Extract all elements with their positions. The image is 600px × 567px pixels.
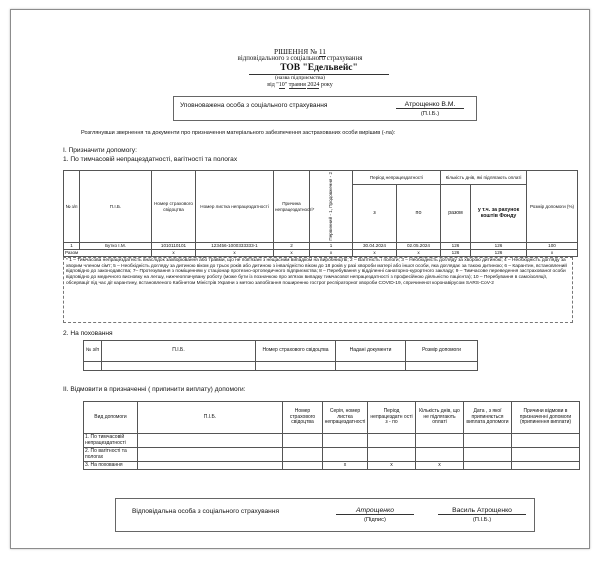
- header-primary: Первинний - 1, Продовження - 2: [310, 171, 353, 243]
- total-fund: 126: [471, 250, 527, 257]
- header-fund: у т.ч. за рахунок коштів Фонду: [471, 185, 527, 243]
- date-day: 10: [278, 82, 285, 88]
- section-temporary-title: 1. По тимчасовій непрацездатності, вагітності та пологах: [63, 156, 238, 163]
- date-month: травня: [288, 82, 306, 88]
- authorized-caption: (П.І.Б.): [420, 111, 440, 117]
- signature-box: [115, 498, 535, 532]
- refusal-header-series: Серія, номер листка непрацездатності: [323, 402, 368, 434]
- refusal-type-temporary: 1. По тимчасовій непрацездатності: [84, 434, 138, 448]
- refusal-header-pib: П.І.Б.: [138, 402, 283, 434]
- funeral-header-docs: Надані документи: [336, 341, 406, 362]
- header-insurance: Номер страхового свідоцтва: [152, 171, 196, 243]
- signature-sign-caption: (Підпис): [364, 517, 386, 523]
- signature-label: Відповідальна особа з соціального страхування: [132, 508, 280, 515]
- header-reason: Причина непрацездатності*: [274, 171, 310, 243]
- funeral-header-pib: П.І.Б.: [102, 341, 256, 362]
- header-total: разом: [441, 185, 471, 243]
- authorized-label: Уповноважена особа з соціального страхування: [180, 102, 328, 109]
- header-pib: П.І.Б.: [80, 171, 152, 243]
- row-sheet: 123456-1000333333-1: [196, 243, 274, 250]
- table-row: [64, 243, 578, 250]
- authorized-name: Атрощенко В.М.: [396, 101, 464, 109]
- section-funeral-title: 2. На поховання: [63, 330, 113, 337]
- signature-sign: Атрощенко: [336, 507, 414, 515]
- header-period: Період непрацездатності: [353, 171, 441, 185]
- header-to: по: [397, 185, 441, 243]
- header-sheet: Номер листка непрацездатності: [196, 171, 274, 243]
- header-percent: Розмір допомоги (%): [527, 171, 578, 243]
- refusal-header-type: Вид допомоги: [84, 402, 138, 434]
- header-from: з: [353, 185, 397, 243]
- decision-subtitle: відповідального з соціального страхування: [237, 55, 363, 62]
- authorized-person-box: [173, 96, 477, 121]
- refusal-type-pregnancy: 2. По вагітності та пологах: [84, 448, 138, 462]
- benefits-table: [63, 170, 578, 257]
- decision-date: від "10" травня 2024 року: [267, 82, 333, 88]
- row-pib: Бутко І.М.: [80, 243, 152, 250]
- table-row: [84, 448, 580, 462]
- document-page: [10, 9, 590, 549]
- date-year: 2024: [307, 82, 320, 88]
- signature-name-caption: (П.І.Б.): [472, 517, 492, 523]
- refusal-header-insurance: Номер страхового свідоцтва: [283, 402, 323, 434]
- row-insurance: 1010110101: [152, 243, 196, 250]
- signature-name: Василь Атрощенко: [438, 507, 526, 515]
- refusal-header-period: Період непрацездатн ості з - по: [368, 402, 416, 434]
- table-row: [84, 434, 580, 448]
- total-days: 126: [441, 250, 471, 257]
- organization-caption: (назва підприємства): [275, 75, 325, 81]
- decision-title-prefix: РІШЕННЯ №: [273, 47, 318, 56]
- row-fund: 126: [471, 243, 527, 250]
- table-row: [84, 362, 478, 371]
- header-days: Кількість днів, які підлягають оплаті: [441, 171, 527, 185]
- refusal-header-days: Кількість днів, що не підлягають оплаті: [416, 402, 464, 434]
- section-refuse-title: ІІ. Відмовити в призначенні ( припинити виплату) допомоги:: [63, 386, 246, 393]
- refusal-header-reason: Причини відмови в призначенні допомоги (припинення виплати): [512, 402, 580, 434]
- decision-number: 11: [318, 47, 327, 56]
- funeral-header-num: № з/п: [84, 341, 102, 362]
- refusal-type-funeral: 3. На поховання: [84, 462, 138, 470]
- table-row: 3. На поховання х х х: [84, 462, 580, 470]
- refusal-header-date: Дата , з якої припиняється виплата допомоги: [464, 402, 512, 434]
- row-num: 1: [64, 243, 80, 250]
- row-reason: 2: [274, 243, 310, 250]
- section-assign-title: І. Призначити допомогу:: [63, 147, 137, 154]
- total-row: Разом x x x x x x 126 126 x: [64, 250, 578, 257]
- row-to: 02.05.2024: [397, 243, 441, 250]
- funeral-header-amount: Розмір допомоги: [406, 341, 478, 362]
- row-primary: 1: [310, 243, 353, 250]
- funeral-header-insurance: Номер страхового свідоцтва: [256, 341, 336, 362]
- intro-text: Розглянувши звернення та документи про призначення матеріального забезпечення застрахованих особи вирішив (-ла):: [81, 130, 396, 136]
- row-from: 30.04.2024: [353, 243, 397, 250]
- row-percent: 100: [527, 243, 578, 250]
- total-label: Разом: [64, 250, 152, 257]
- organization-name: ТОВ "Едельвейс": [249, 63, 389, 75]
- header-num: № з/п: [64, 171, 80, 243]
- row-total: 126: [441, 243, 471, 250]
- reason-footnote: * 1 – Тимчасова непрацездатність внаслідок захворювання або травми, що не пов'язані з нещасним випадком на виробництві; 2 – Вагітність і пологи; 3 – Необхідність догляду за хворою дитиною; 4 – Необхідність догляду за хворим членом сім'ї; 5 – Необхідність догляду за дитиною віком до трьох років або дитиною з інвалідністю віком до 18 років у разі хвороби матері або іншої особи, яка доглядає за такою дитиною; 6 – Карантин, встановлений відповідно до законодавства; 7– Протезування з поміщенням у стаціонар протезно-ортопедичного підприємства; 8 – Перебування у відділенні санаторно-курортного закладу; 9 – Тимчасове переведення застрахованої особи відповідно до медичного висновку на легшу, нижчеоплачувану роботу (може бути із позначкою про зв'язок випадку тимчасової непрацездатності з професійною діяльністю пацієнта); 10 – Перебування в самоізоляції, обсервації під час дії карантину, встановленого Кабінетом Міністрів України з метою запобігання поширенню гострої респіраторної хвороби COVID-19, спричиненої коронавірусом SARS-CoV-2: [63, 257, 573, 323]
- funeral-table: [83, 340, 478, 371]
- refusal-table: [83, 401, 580, 470]
